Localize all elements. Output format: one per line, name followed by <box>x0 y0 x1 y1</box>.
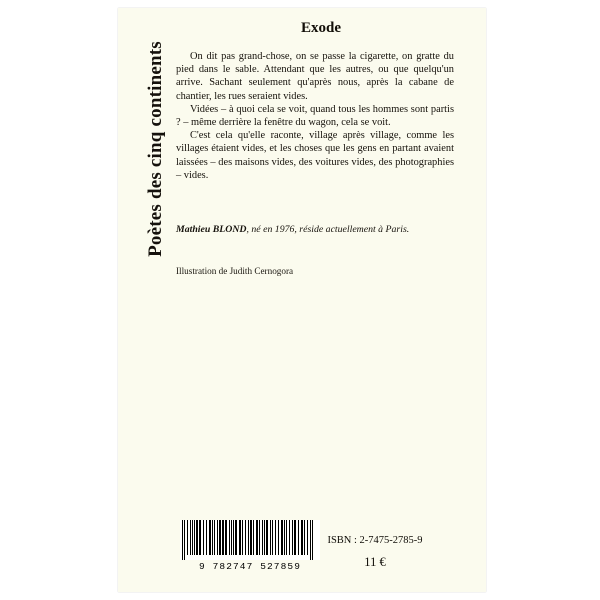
series-title: Poètes des cinq continents <box>145 41 166 257</box>
page-title: Exode <box>300 20 341 36</box>
price-text: 11 € <box>364 555 386 569</box>
blurb-paragraph: Vidées – à quoi cela se voit, quand tous les hommes sont partis ? – même derrière la fenêtre du wagon, cela se voit. <box>176 103 454 129</box>
barcode-digits: 9 782747 527859 <box>198 561 301 572</box>
book-back-cover <box>118 8 486 592</box>
author-note <box>176 224 454 235</box>
isbn-block <box>290 535 460 570</box>
blurb-text <box>176 50 454 182</box>
author-note-text: , né en 1976, réside actuellement à Paris. <box>246 224 410 235</box>
isbn-text: ISBN : 2-7475-2785-9 <box>327 535 423 546</box>
blurb-paragraph: On dit pas grand-chose, on se passe la cigarette, on gratte du pied dans le sable. Attendant que les autres, ou que quelqu'un arrive. Sachant seulement qu'après nous, après la cabane de chantier, les rues seraient vides. <box>176 51 454 102</box>
illustration-credit: Illustration de Judith Cernogora <box>176 266 294 276</box>
blurb-paragraph: C'est cela qu'elle raconte, village après village, comme les villages étaient vides, et les choses que les gens en partant avaient laissées – des maisons vides, des voitures vides, des photographies – vides. <box>176 130 454 181</box>
author-name: Mathieu BLOND <box>176 224 247 235</box>
